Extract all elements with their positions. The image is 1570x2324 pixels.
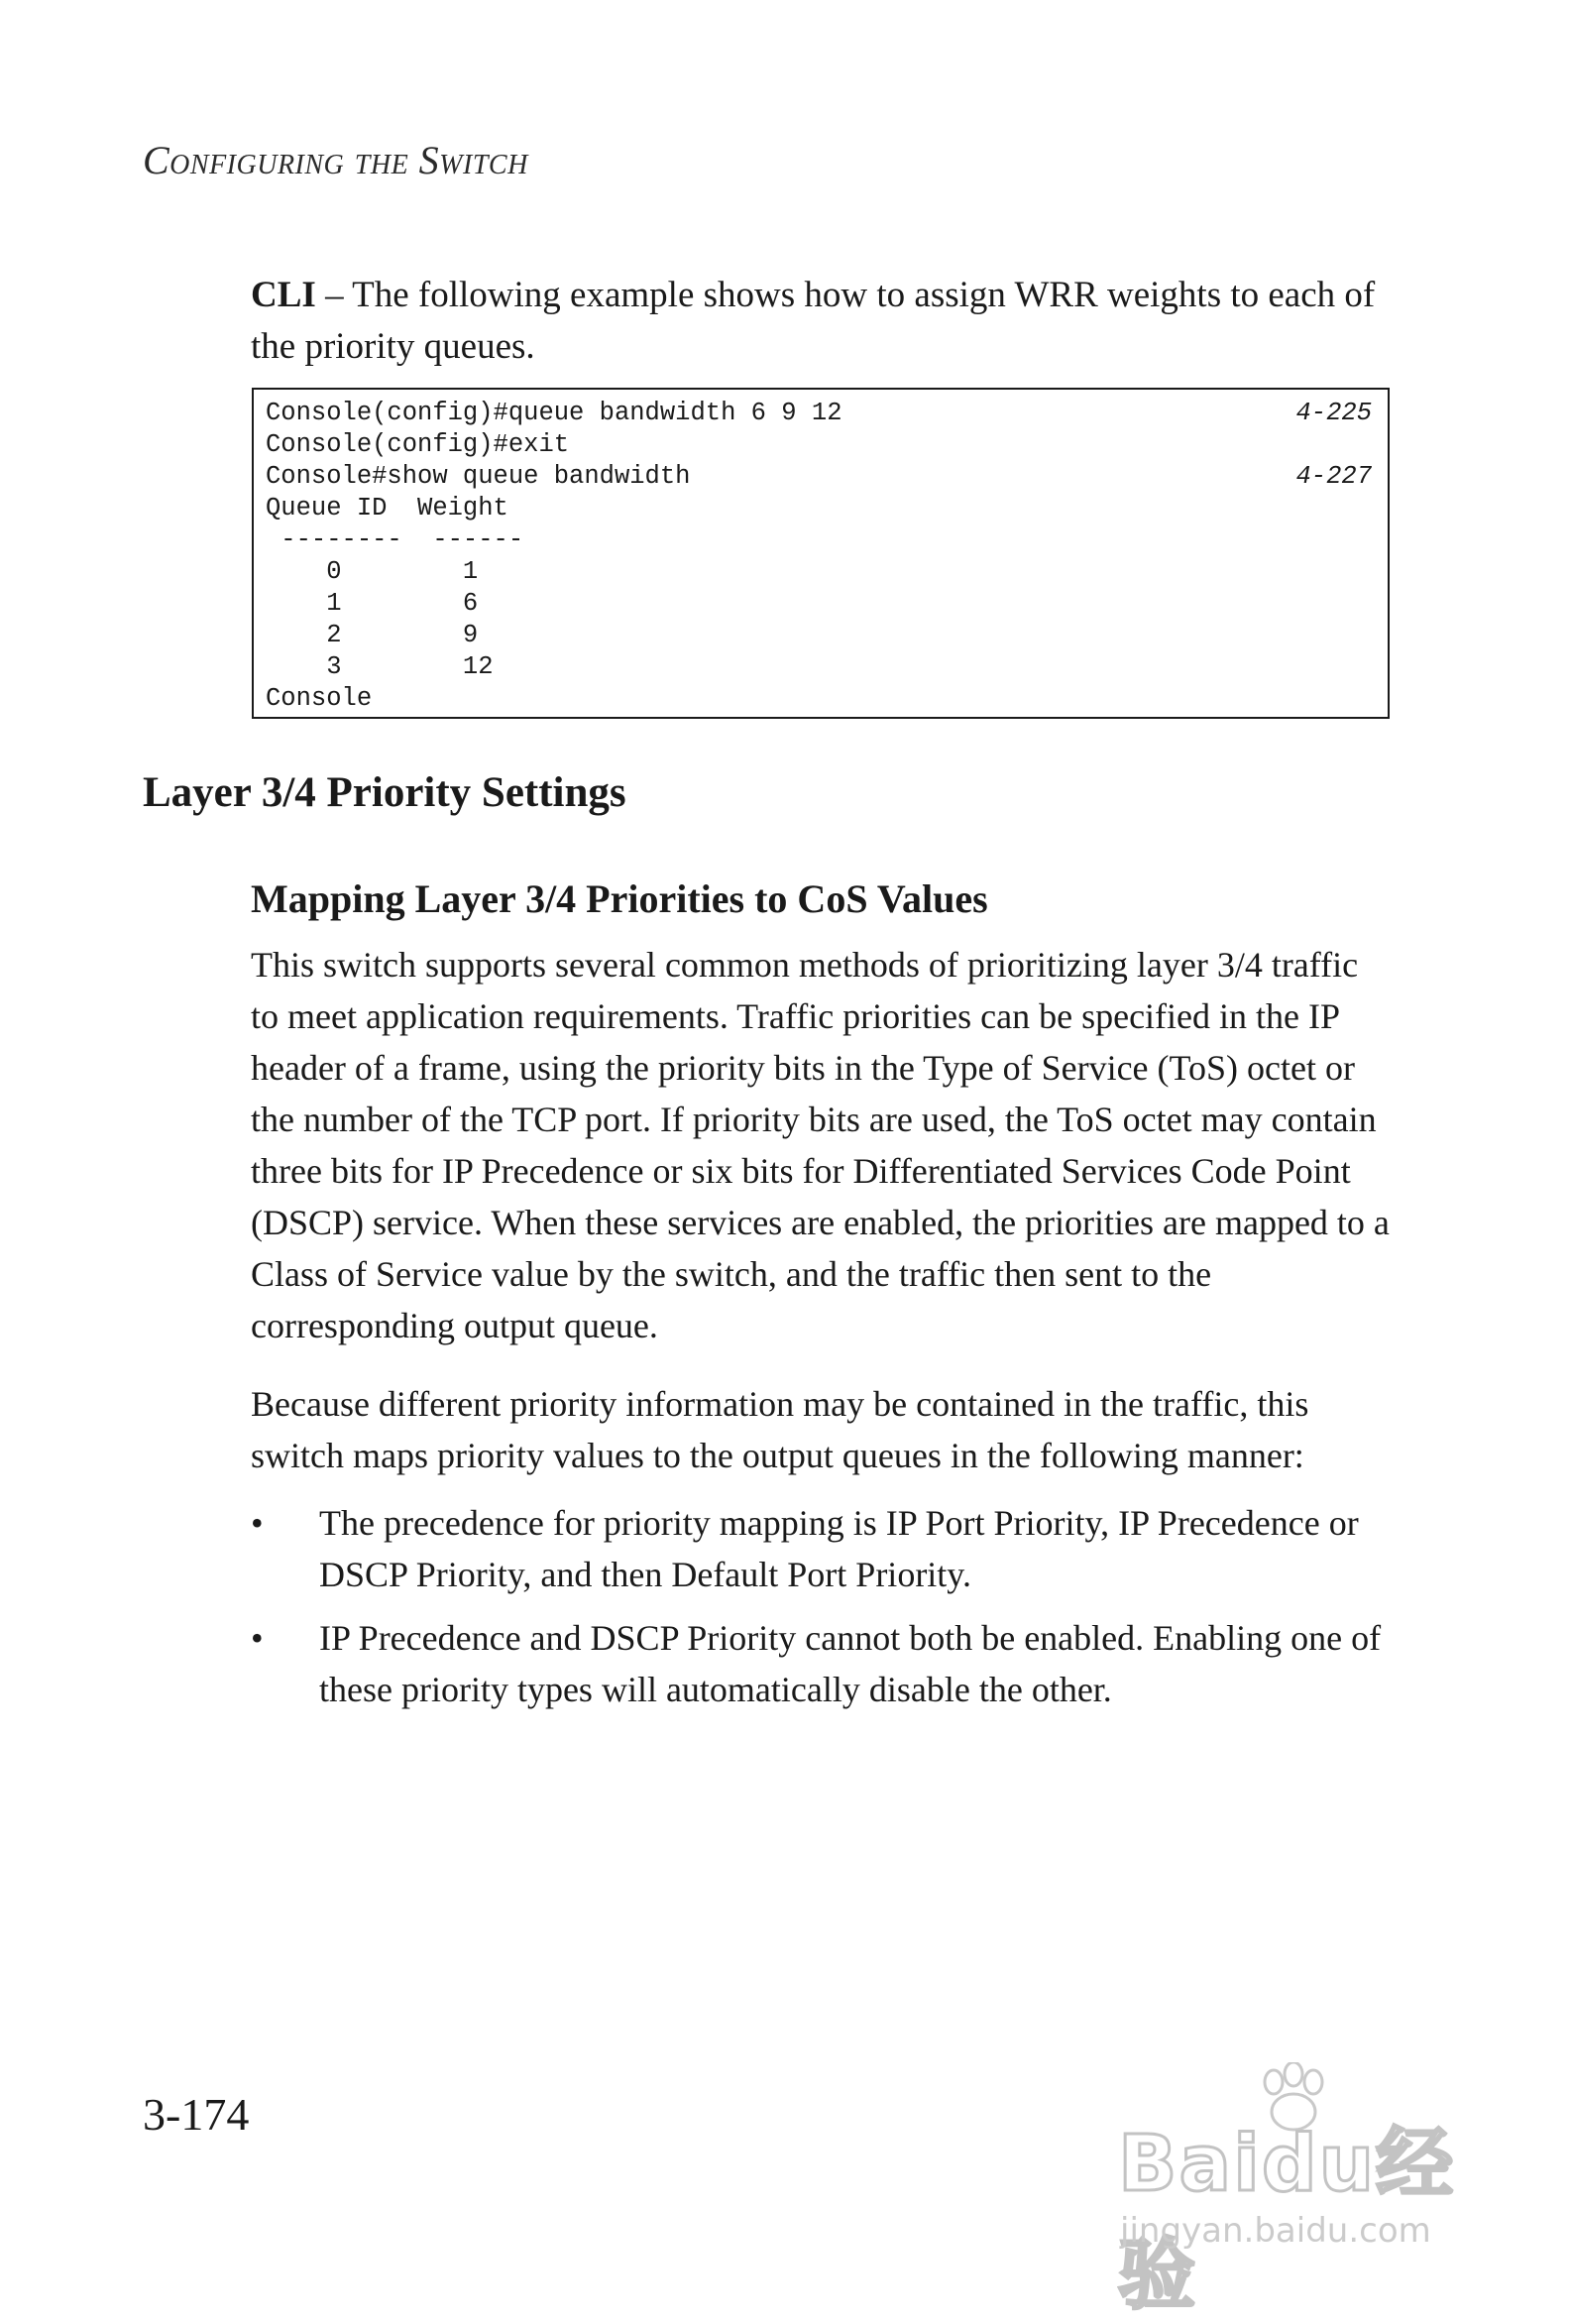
console-line: Queue ID Weight [266,494,508,523]
page-reference: 4-227 [1295,462,1372,491]
console-example-box [252,388,1390,719]
intro-label: CLI [251,275,316,315]
body-paragraph: This switch supports several common methods of prioritizing layer 3/4 traffic to meet application requirements. Traffic priorities can be specified in the IP header of a frame, using the priority bits in the Type of Service (ToS) octet or the number of the TCP port. If priority bits are used, the ToS octet may contain three bits for IP Precedence or six bits for Differentiated Services Code Point (DSCP) service. When these services are enabled, the priorities are mapped to a Class of Service value by the switch, and the traffic then sent to the corresponding output queue. [251,945,1390,1345]
bullet-list [251,1497,1391,1727]
console-line: -------- ------ [266,525,524,554]
intro-paragraph [251,270,1391,373]
intro-text: – The following example shows how to assign WRR weights to each of the priority queues. [251,275,1376,367]
list-item-text: The precedence for priority mapping is IP Port Priority, IP Precedence or DSCP Priority, and then Default Port Priority. [319,1503,1359,1594]
watermark-url: jingyan.baidu.com [1120,2211,1431,2251]
page-number: 3-174 [143,2089,250,2140]
baidu-watermark [1100,2062,1516,2320]
list-item [251,1612,1391,1715]
console-line: 0 1 [266,557,479,586]
console-line: 1 6 [266,589,479,618]
watermark-logo: Baidu经验 [1118,2120,1456,2320]
subsection-heading: Mapping Layer 3/4 Priorities to CoS Values [251,876,988,921]
list-item-text: IP Precedence and DSCP Priority cannot both be enabled. Enabling one of these priority types will automatically disable the other. [319,1618,1382,1709]
bullet-icon: • [251,1503,264,1543]
bullet-icon: • [251,1618,264,1658]
console-line: 2 9 [266,621,479,649]
list-item [251,1497,1391,1600]
console-line: Console(config)#queue bandwidth 6 9 12 4-225 [266,399,1372,427]
console-line: Console(config)#exit [266,430,570,459]
section-heading: Layer 3/4 Priority Settings [143,769,626,816]
console-line: 3 12 [266,652,494,681]
running-head: Configuring the Switch [143,138,528,182]
console-line: Console [266,684,373,713]
body-paragraph: Because different priority information may be contained in the traffic, this switch maps priority values to the output queues in the following manner: [251,1384,1309,1475]
page-reference: 4-225 [1295,399,1372,427]
console-line: Console#show queue bandwidth 4-227 [266,462,1372,491]
